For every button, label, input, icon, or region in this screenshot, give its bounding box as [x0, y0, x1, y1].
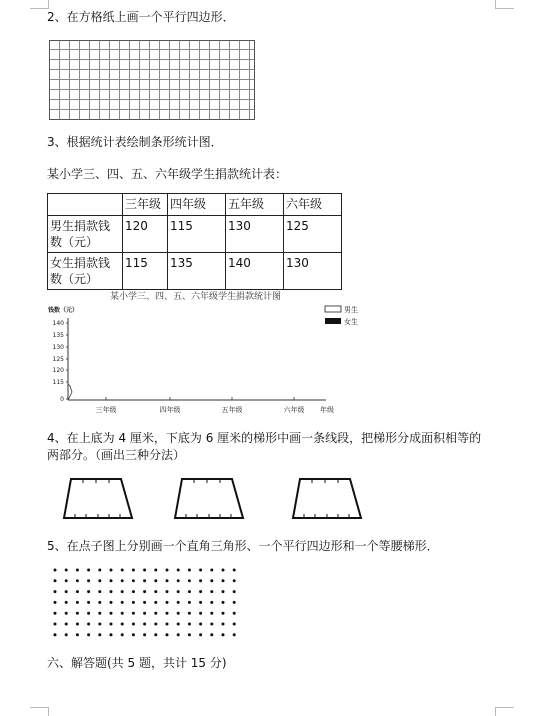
grid-dot — [76, 623, 79, 626]
grid-dot — [76, 590, 79, 593]
grid-dot — [76, 601, 79, 604]
grid-dot — [188, 579, 191, 582]
grid-dot — [98, 601, 101, 604]
axis-break-mark — [68, 384, 72, 400]
grid-dot — [233, 633, 236, 636]
grid-dot — [98, 633, 101, 636]
grid-dot — [166, 623, 169, 626]
table-row — [48, 253, 342, 290]
grid-dot — [177, 569, 180, 572]
y-tick-label: 135 — [52, 332, 64, 339]
grid-dot — [188, 633, 191, 636]
grid-dot — [65, 633, 68, 636]
question-3-text: 3、根据统计表绘制条形统计图． — [47, 135, 223, 149]
grid-dot — [143, 569, 146, 572]
grid-dot — [143, 633, 146, 636]
table-row — [48, 216, 342, 253]
grid-dot — [110, 601, 113, 604]
grid-dot — [110, 579, 113, 582]
grid-dot — [132, 579, 135, 582]
grid-dot — [210, 579, 213, 582]
grid-dot — [76, 633, 79, 636]
chart-title: 某小学三、四、五、六年级学生捐款统计图 — [110, 292, 282, 302]
legend-label-boys: 男生 — [344, 306, 358, 314]
x-category-label: 四年级 — [159, 406, 181, 414]
table-header-cell — [48, 194, 123, 216]
y-tick-label: 120 — [52, 367, 64, 374]
table-cell: 130 — [284, 253, 342, 290]
table-header-cell: 四年级 — [168, 194, 226, 216]
x-category-label: 三年级 — [95, 406, 117, 414]
table-cell: 120 — [123, 216, 168, 253]
grid-dot — [166, 590, 169, 593]
grid-dot — [210, 601, 213, 604]
grid-dot — [222, 612, 225, 615]
grid-dot — [199, 590, 202, 593]
grid-dot — [166, 601, 169, 604]
grid-dot — [98, 569, 101, 572]
grid-dot — [166, 633, 169, 636]
grid-dot — [132, 612, 135, 615]
grid-dot — [54, 601, 57, 604]
grid-dot — [87, 579, 90, 582]
y-tick-label: 115 — [52, 379, 64, 386]
question-4-line1: 4、在上底为 4 厘米，下底为 6 厘米的梯形中画一条线段，把梯形分成面积相等的 — [47, 431, 482, 445]
y-tick-label: 0 — [60, 396, 64, 403]
grid-dot — [65, 601, 68, 604]
grid-dot — [76, 579, 79, 582]
table-header-row — [48, 194, 342, 216]
grid-dot — [143, 579, 146, 582]
table-cell: 135 — [168, 253, 226, 290]
grid-dot — [54, 612, 57, 615]
question-2-text: 2、在方格纸上画一个平行四边形． — [47, 10, 235, 24]
grid-dot — [76, 612, 79, 615]
grid-dot — [188, 601, 191, 604]
question-4-line2: 两部分。（画出三种分法） — [47, 448, 186, 462]
table-caption: 某小学三、四、五、六年级学生捐款统计表： — [47, 167, 288, 181]
table-cell: 130 — [226, 216, 284, 253]
grid-dot — [121, 569, 124, 572]
grid-dot — [154, 569, 157, 572]
grid-dot — [199, 601, 202, 604]
grid-dot — [166, 612, 169, 615]
grid-dot — [98, 579, 101, 582]
grid-dot — [222, 590, 225, 593]
grid-dot — [65, 579, 68, 582]
grid-dot — [210, 612, 213, 615]
grid-dot — [132, 601, 135, 604]
table-header-cell: 三年级 — [123, 194, 168, 216]
grid-dot — [110, 569, 113, 572]
grid-dot — [98, 612, 101, 615]
grid-dot — [199, 633, 202, 636]
grid-dot — [154, 579, 157, 582]
grid-dot — [87, 569, 90, 572]
grid-dot — [121, 633, 124, 636]
trapezoid-1 — [62, 476, 140, 522]
grid-dot — [233, 623, 236, 626]
crop-mark-top-right — [495, 0, 514, 9]
grid-dot — [222, 601, 225, 604]
grid-dot — [132, 590, 135, 593]
table-cell: 115 — [168, 216, 226, 253]
grid-dot — [199, 579, 202, 582]
table-cell: 115 — [123, 253, 168, 290]
row-label: 女生捐款钱 数（元） — [48, 253, 123, 290]
legend-label-girls: 女生 — [344, 318, 358, 326]
section-6-heading: 六、解答题(共 5 题，共计 15 分) — [47, 656, 227, 670]
crop-mark-bottom-right — [495, 707, 514, 716]
grid-dot — [98, 623, 101, 626]
grid-dot — [188, 623, 191, 626]
grid-dot — [87, 623, 90, 626]
grid-dot — [110, 623, 113, 626]
x-category-label: 六年级 — [283, 406, 305, 414]
grid-dot — [154, 633, 157, 636]
legend-swatch-boys — [325, 306, 341, 312]
grid-dot — [54, 623, 57, 626]
grid-dot — [121, 601, 124, 604]
donation-table — [47, 193, 342, 290]
grid-dot — [143, 601, 146, 604]
grid-dot — [177, 579, 180, 582]
grid-dot — [199, 623, 202, 626]
grid-dot — [154, 601, 157, 604]
y-tick-label: 140 — [52, 320, 64, 327]
grid-dot — [222, 569, 225, 572]
grid-dot — [65, 612, 68, 615]
table-header-cell: 五年级 — [226, 194, 284, 216]
table-header-cell: 六年级 — [284, 194, 342, 216]
grid-dot — [154, 590, 157, 593]
grid-dot — [199, 612, 202, 615]
grid-dot — [110, 633, 113, 636]
grid-dot — [177, 633, 180, 636]
grid-dot — [54, 633, 57, 636]
question-5-text: 5、在点子图上分别画一个直角三角形、一个平行四边形和一个等腰梯形． — [47, 539, 439, 553]
grid-dot — [110, 590, 113, 593]
grid-dot — [87, 633, 90, 636]
grid-dot — [87, 612, 90, 615]
grid-dot — [65, 590, 68, 593]
grid-dot — [177, 601, 180, 604]
grid-dot — [222, 579, 225, 582]
grid-dot — [121, 623, 124, 626]
grid-dot — [233, 601, 236, 604]
crop-mark-top-left — [30, 0, 49, 9]
y-tick-label: 125 — [52, 356, 64, 363]
x-axis-label: 年级 — [320, 406, 334, 414]
grid-dot — [188, 590, 191, 593]
grid-dot — [233, 569, 236, 572]
table-cell: 125 — [284, 216, 342, 253]
grid-dot — [166, 569, 169, 572]
grid-dot — [143, 612, 146, 615]
grid-dot — [54, 590, 57, 593]
grid-dot — [233, 612, 236, 615]
x-category-label: 五年级 — [221, 406, 243, 414]
grid-dot — [65, 569, 68, 572]
grid-dot — [222, 623, 225, 626]
grid-dot — [132, 633, 135, 636]
grid-dot — [210, 633, 213, 636]
grid-dot — [132, 623, 135, 626]
y-tick-label: 130 — [52, 344, 64, 351]
crop-mark-bottom-left — [30, 707, 49, 716]
grid-dot — [87, 601, 90, 604]
square-grid-paper — [49, 40, 255, 120]
table-cell: 140 — [226, 253, 284, 290]
trapezoid-2 — [173, 476, 251, 522]
bar-chart — [46, 300, 356, 418]
grid-dot — [177, 612, 180, 615]
grid-dot — [121, 612, 124, 615]
grid-dot — [98, 590, 101, 593]
row-label: 男生捐款钱 数（元） — [48, 216, 123, 253]
grid-dot — [132, 569, 135, 572]
grid-dot — [233, 590, 236, 593]
dot-grid — [52, 567, 242, 637]
grid-dot — [143, 623, 146, 626]
grid-dot — [210, 569, 213, 572]
grid-dot — [65, 623, 68, 626]
grid-dot — [143, 590, 146, 593]
grid-dot — [210, 623, 213, 626]
grid-dot — [166, 579, 169, 582]
grid-dot — [177, 590, 180, 593]
grid-dot — [222, 633, 225, 636]
grid-dot — [188, 612, 191, 615]
grid-dot — [177, 623, 180, 626]
grid-dot — [154, 612, 157, 615]
trapezoid-3 — [291, 476, 369, 522]
grid-dot — [110, 612, 113, 615]
legend-swatch-girls — [325, 318, 341, 324]
grid-dot — [121, 590, 124, 593]
grid-dot — [233, 579, 236, 582]
grid-dot — [210, 590, 213, 593]
grid-dot — [188, 569, 191, 572]
grid-dot — [76, 569, 79, 572]
grid-dot — [121, 579, 124, 582]
chart-legend — [325, 305, 358, 326]
y-axis-label: 钱数（元） — [48, 307, 79, 314]
grid-dot — [54, 569, 57, 572]
grid-dot — [87, 590, 90, 593]
grid-dot — [54, 579, 57, 582]
grid-dot — [154, 623, 157, 626]
grid-dot — [199, 569, 202, 572]
